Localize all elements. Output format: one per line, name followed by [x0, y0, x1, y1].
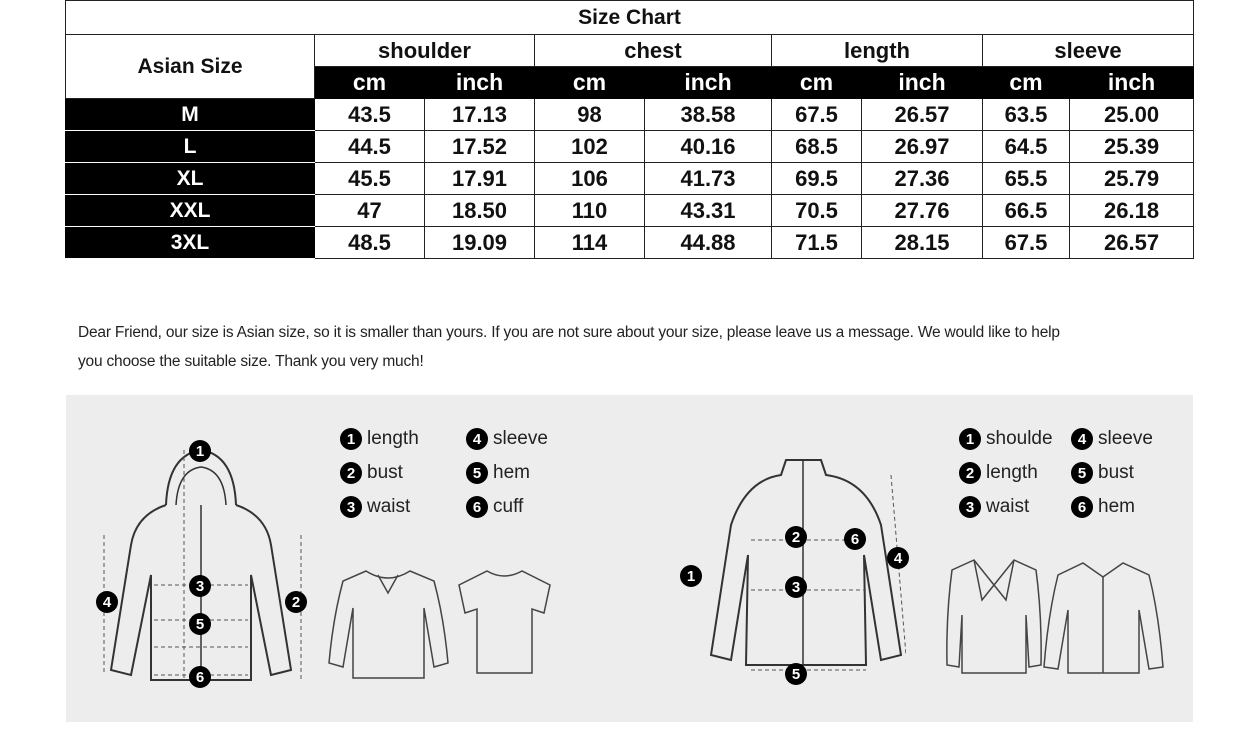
- measurement-cell: 38.58: [645, 99, 772, 131]
- measurement-cell: 114: [535, 227, 645, 259]
- measurement-cell: 26.57: [862, 99, 983, 131]
- measurement-cell: 44.5: [315, 131, 425, 163]
- shirt-illustration: [1041, 555, 1166, 680]
- measurement-cell: 68.5: [772, 131, 862, 163]
- measurement-cell: 25.39: [1070, 131, 1194, 163]
- measurement-cell: 43.5: [315, 99, 425, 131]
- measurement-cell: 67.5: [772, 99, 862, 131]
- measurement-cell: 27.76: [862, 195, 983, 227]
- legend-item: 2 bust: [340, 460, 403, 486]
- jacket-marker-3: 3: [785, 576, 812, 598]
- legend-item: 4 sleeve: [466, 426, 548, 452]
- measurement-cell: 17.52: [425, 131, 535, 163]
- measurement-cell: 69.5: [772, 163, 862, 195]
- hoodie-marker-3: 3: [189, 575, 216, 597]
- measurement-cell: 27.36: [862, 163, 983, 195]
- table-row: [66, 195, 1194, 227]
- legend-item: 3 waist: [340, 494, 410, 520]
- measurement-cell: 64.5: [983, 131, 1070, 163]
- note-line-1: Dear Friend, our size is Asian size, so it is smaller than yours. If you are not sure about your size, please leave us a message. We would like to help: [78, 324, 1060, 341]
- group-header-length: length: [772, 35, 983, 67]
- tshirt-illustration: [452, 563, 557, 678]
- measurement-cell: 40.16: [645, 131, 772, 163]
- measurement-guide: [66, 395, 1193, 722]
- legend-item: 5 bust: [1071, 460, 1134, 486]
- measurement-cell: 26.97: [862, 131, 983, 163]
- size-column-header: Asian Size: [66, 35, 315, 99]
- measurement-cell: 26.57: [1070, 227, 1194, 259]
- measurement-cell: 106: [535, 163, 645, 195]
- hoodie-marker-5: 5: [189, 613, 216, 635]
- hoodie-marker-4: 4: [96, 591, 123, 613]
- measurement-cell: 41.73: [645, 163, 772, 195]
- measurement-cell: 66.5: [983, 195, 1070, 227]
- size-label-cell: XXL: [66, 195, 315, 227]
- measurement-cell: 98: [535, 99, 645, 131]
- measurement-cell: 18.50: [425, 195, 535, 227]
- legend-item: 4 sleeve: [1071, 426, 1153, 452]
- unit-header-inch: inch: [862, 67, 983, 99]
- group-header-sleeve: sleeve: [983, 35, 1194, 67]
- blazer-illustration: [944, 555, 1044, 680]
- table-title: Size Chart: [66, 1, 1194, 35]
- table-row: [66, 99, 1194, 131]
- measurement-cell: 47: [315, 195, 425, 227]
- legend-item: 3 waist: [959, 494, 1029, 520]
- measurement-cell: 28.15: [862, 227, 983, 259]
- hoodie-measure-illustration: [96, 435, 316, 695]
- measurement-cell: 45.5: [315, 163, 425, 195]
- unit-header-inch: inch: [1070, 67, 1194, 99]
- measurement-cell: 25.00: [1070, 99, 1194, 131]
- table-row: [66, 163, 1194, 195]
- unit-header-inch: inch: [645, 67, 772, 99]
- measurement-cell: 17.13: [425, 99, 535, 131]
- measurement-cell: 26.18: [1070, 195, 1194, 227]
- legend-item: 1 shoulde: [959, 426, 1053, 452]
- jacket-marker-6: 6: [844, 528, 871, 550]
- jacket-measure-illustration: [706, 455, 906, 695]
- measurement-cell: 44.88: [645, 227, 772, 259]
- size-note: [78, 318, 1198, 376]
- measurement-cell: 110: [535, 195, 645, 227]
- hoodie-marker-2: 2: [285, 591, 312, 613]
- sweater-illustration: [326, 563, 451, 683]
- measurement-cell: 71.5: [772, 227, 862, 259]
- size-label-cell: L: [66, 131, 315, 163]
- legend-item: 5 hem: [466, 460, 530, 486]
- size-chart-table: [65, 0, 1194, 259]
- jacket-marker-1: 1: [680, 565, 707, 587]
- legend-item: 6 hem: [1071, 494, 1135, 520]
- measurement-cell: 19.09: [425, 227, 535, 259]
- measurement-cell: 63.5: [983, 99, 1070, 131]
- measurement-cell: 25.79: [1070, 163, 1194, 195]
- measurement-cell: 17.91: [425, 163, 535, 195]
- jacket-marker-5: 5: [785, 663, 812, 685]
- unit-header-cm: cm: [983, 67, 1070, 99]
- measurement-cell: 67.5: [983, 227, 1070, 259]
- table-row: [66, 131, 1194, 163]
- measurement-cell: 102: [535, 131, 645, 163]
- measurement-cell: 65.5: [983, 163, 1070, 195]
- table-row: [66, 227, 1194, 259]
- unit-header-cm: cm: [772, 67, 862, 99]
- legend-item: 1 length: [340, 426, 419, 452]
- size-label-cell: XL: [66, 163, 315, 195]
- note-line-2: you choose the suitable size. Thank you very much!: [78, 353, 424, 370]
- measurement-cell: 70.5: [772, 195, 862, 227]
- hoodie-marker-6: 6: [189, 666, 216, 688]
- unit-header-cm: cm: [535, 67, 645, 99]
- group-header-shoulder: shoulder: [315, 35, 535, 67]
- unit-header-inch: inch: [425, 67, 535, 99]
- legend-item: 2 length: [959, 460, 1038, 486]
- table-body: [66, 99, 1194, 259]
- group-header-chest: chest: [535, 35, 772, 67]
- size-label-cell: M: [66, 99, 315, 131]
- measurement-cell: 48.5: [315, 227, 425, 259]
- jacket-marker-2: 2: [785, 526, 812, 548]
- jacket-marker-4: 4: [887, 547, 914, 569]
- unit-header-cm: cm: [315, 67, 425, 99]
- measurement-cell: 43.31: [645, 195, 772, 227]
- legend-item: 6 cuff: [466, 494, 523, 520]
- hoodie-marker-1: 1: [189, 440, 216, 462]
- size-label-cell: 3XL: [66, 227, 315, 259]
